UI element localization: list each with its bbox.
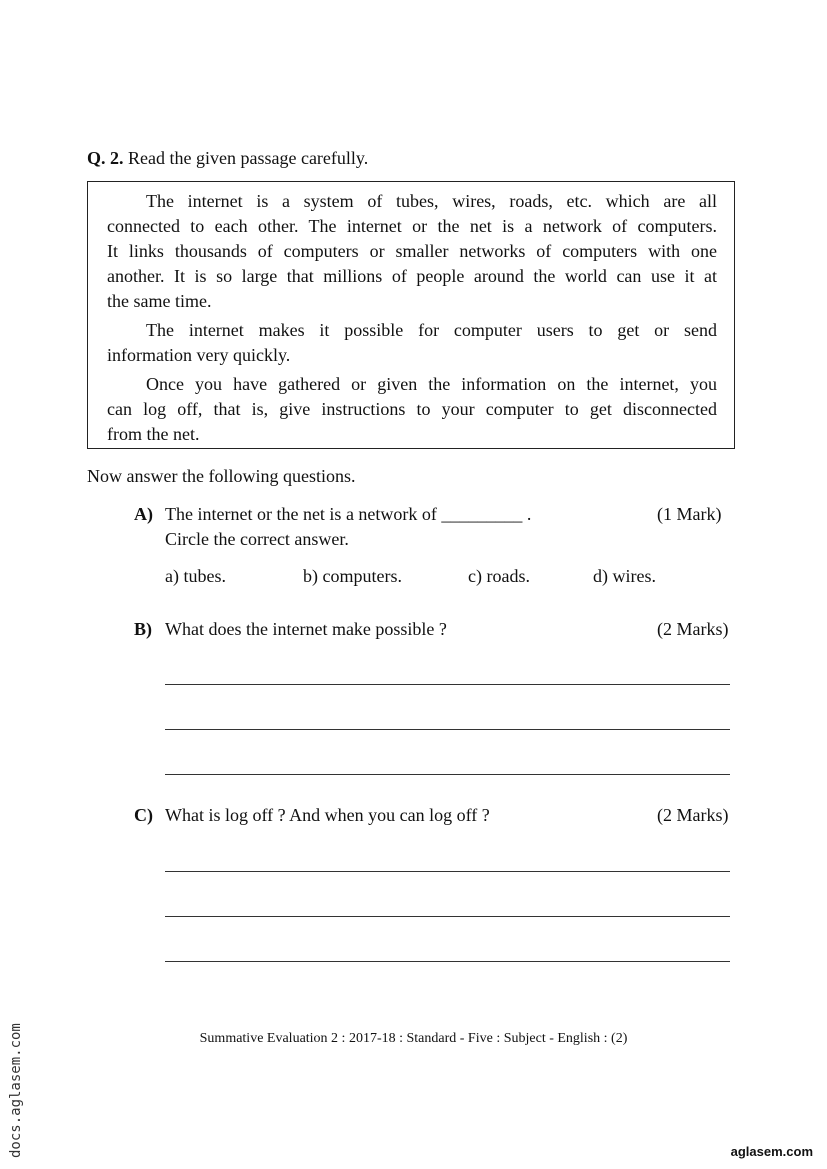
passage-line: Once you have gathered or given the information on the internet, you	[146, 374, 717, 394]
brand-logo: aglasem.com	[730, 1144, 813, 1159]
question-c-text: What is log off ? And when you can log off ?	[165, 805, 490, 825]
answer-line[interactable]	[165, 961, 730, 962]
answer-line[interactable]	[165, 871, 730, 872]
passage-line: information very quickly.	[107, 345, 291, 365]
question-a-subtext: Circle the correct answer.	[165, 529, 349, 549]
passage-line: connected to each other. The internet or the net is a network of computers.	[107, 216, 717, 236]
side-watermark: docs.aglasem.com	[8, 1023, 24, 1158]
answer-line[interactable]	[165, 916, 730, 917]
question-heading	[87, 148, 368, 169]
question-a-text: The internet or the net is a network of _________ .	[165, 504, 532, 524]
passage-line: The internet is a system of tubes, wires, roads, etc. which are all	[146, 191, 717, 211]
passage-line: from the net.	[107, 424, 200, 444]
option-b: b) computers.	[303, 566, 402, 586]
passage-line: another. It is so large that millions of people around the world can use it at	[107, 266, 717, 286]
answer-line[interactable]	[165, 774, 730, 775]
question-b-text: What does the internet make possible ?	[165, 619, 447, 639]
passage-line: can log off, that is, give instructions to your computer to get disconnected	[107, 399, 717, 419]
page-footer: Summative Evaluation 2 : 2017-18 : Standard - Five : Subject - English : (2)	[199, 1031, 628, 1046]
question-c-label: C)	[134, 805, 153, 825]
passage-box	[87, 181, 735, 449]
passage-line: the same time.	[107, 291, 212, 311]
passage-paragraph-2	[107, 318, 717, 368]
passage-line: The internet makes it possible for computer users to get or send	[146, 320, 717, 340]
answer-line[interactable]	[165, 684, 730, 685]
passage-line: It links thousands of computers or smaller networks of computers with one	[107, 241, 717, 261]
answer-instruction: Now answer the following questions.	[87, 466, 356, 486]
question-a-label: A)	[134, 504, 153, 524]
question-b-label: B)	[134, 619, 152, 639]
option-a: a) tubes.	[165, 566, 226, 586]
option-d: d) wires.	[593, 566, 656, 586]
question-number: Q. 2.	[87, 148, 124, 168]
option-c: c) roads.	[468, 566, 530, 586]
answer-line[interactable]	[165, 729, 730, 730]
question-a-marks: (1 Mark)	[657, 504, 722, 524]
question-instruction: Read the given passage carefully.	[128, 148, 369, 168]
passage-paragraph-1	[107, 189, 717, 314]
question-b-marks: (2 Marks)	[657, 619, 729, 639]
passage-paragraph-3	[107, 372, 717, 447]
question-c-marks: (2 Marks)	[657, 805, 729, 825]
